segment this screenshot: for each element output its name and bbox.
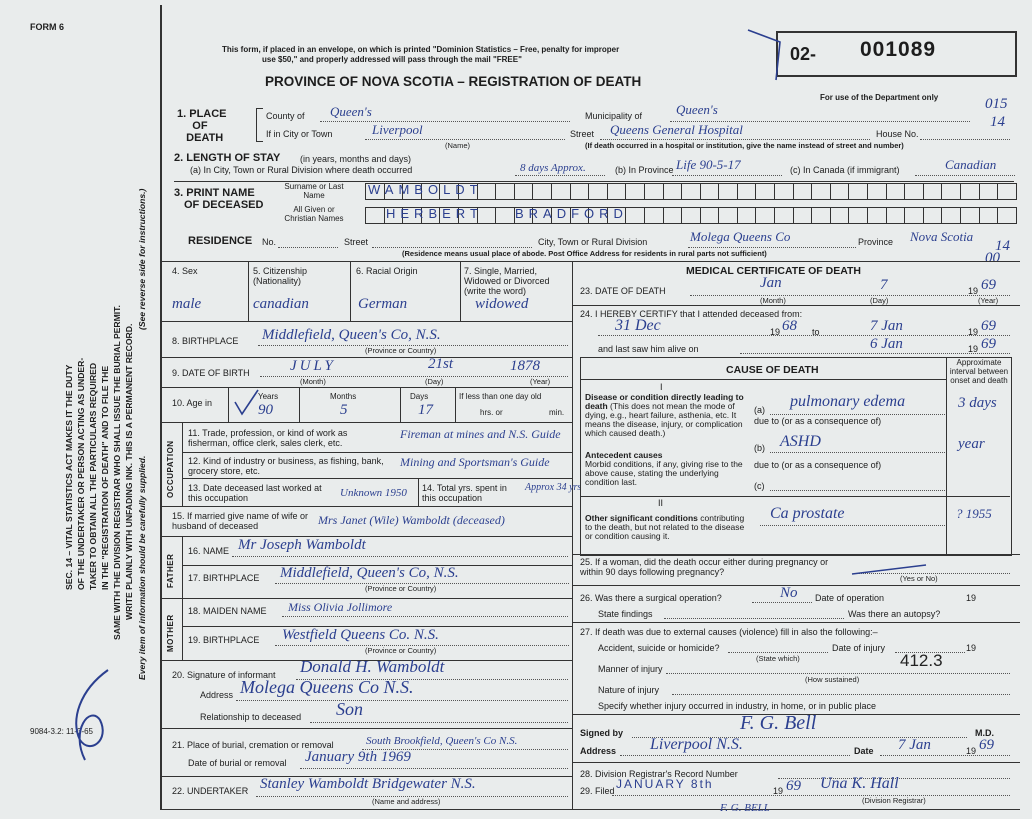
margin-initial-mark: [60, 660, 140, 770]
q26-line: [752, 602, 812, 603]
physician-address-label: Address: [580, 746, 617, 756]
signed-by-label: Signed by: [580, 728, 624, 738]
q19-caption: (Province or Country): [365, 646, 437, 655]
sex-value: male: [172, 296, 202, 312]
attend-from-year: 68: [782, 318, 797, 334]
dob-month: JULY: [290, 358, 336, 374]
q14-label: 14. Total yrs. spent in this occupation: [422, 483, 507, 503]
attend-from-day: 31 Dec: [615, 317, 661, 334]
last-saw-century: 19: [968, 344, 979, 354]
informant-address-line: [236, 700, 568, 701]
registration-prefix: 02-: [790, 44, 817, 64]
occupation-side-divider: [182, 422, 183, 506]
row-line-12: [182, 478, 572, 479]
q18-line: [282, 616, 568, 617]
cause-a-label: (a): [754, 405, 765, 415]
q23-label: 23. DATE OF DEATH: [580, 286, 666, 296]
q18-label: 18. MAIDEN NAME: [188, 606, 267, 616]
age-check-mark: [232, 388, 262, 418]
death-month: Jan: [760, 275, 782, 291]
q11-label: 11. Trade, profession, or kind of work as fisherman, office clerk, sales clerk, etc.: [188, 428, 348, 448]
operation-date-century: 19: [966, 593, 977, 603]
cause-a-value: pulmonary edema: [790, 393, 906, 410]
county-value: Queen's: [330, 104, 372, 119]
dob-year-caption: (Year): [530, 377, 551, 386]
surname-value: WAMBOLDT: [368, 182, 483, 197]
print-name-label-1: 3. PRINT NAME: [174, 187, 255, 199]
given-label: All Given or Christian Names: [284, 205, 344, 223]
interval-other-value: ? 1955: [956, 506, 992, 521]
cause-c-line: [770, 490, 945, 491]
row-line-7: [160, 321, 572, 322]
undertaker-value: Stanley Wamboldt Bridgewater N.S.: [260, 776, 476, 792]
form-left-border: [160, 5, 162, 810]
col-divider-2: [350, 261, 351, 321]
house-line: [920, 139, 1010, 140]
q17-label: 17. BIRTHPLACE: [188, 573, 260, 583]
relationship-label: Relationship to deceased: [200, 712, 302, 722]
accident-line: [728, 652, 828, 653]
occupation-side-label: OCCUPATION: [166, 440, 175, 498]
marital-value: widowed: [475, 296, 529, 312]
burial-place: South Brookfield, Queen's Co N.S.: [366, 735, 518, 747]
accident-label: Accident, suicide or homicide?: [598, 643, 720, 653]
relationship-value: Son: [336, 699, 363, 719]
undertaker-caption: (Name and address): [372, 797, 441, 806]
street-label: Street: [570, 129, 595, 139]
q13-label: 13. Date deceased last worked at this occupation: [188, 483, 322, 503]
q16-label: 16. NAME: [188, 546, 230, 556]
residence-division-value: Molega Queens Co: [690, 229, 791, 244]
other-line: [760, 525, 945, 526]
q18-answer: Miss Olivia Jollimore: [288, 600, 393, 614]
house-label: House No.: [876, 129, 919, 139]
direct-cause-explanation: (This does not mean the mode of dying, e.g., heart failure, asthenia, etc. It means the disease, injury, or complication which caused death.): [585, 401, 743, 438]
row-line-signed: [572, 762, 1020, 763]
stay-b-label: (b) In Province: [615, 165, 674, 175]
min-label: min.: [549, 408, 565, 417]
less-than-day-label: If less than one day old: [459, 392, 542, 401]
death-day-caption: (Day): [870, 296, 889, 305]
residence-no-line: [278, 247, 338, 248]
stay-a-value: 8 days Approx.: [520, 162, 586, 174]
department-code-1: 015: [985, 96, 1008, 112]
direct-cause-heading: Disease or condition directly leading to death: [585, 392, 744, 411]
q16-line: [232, 556, 568, 557]
print-code: 9084-3.2: 11-3-65: [30, 727, 94, 736]
dob-year: 1878: [510, 358, 540, 374]
q26-label: 26. Was there a surgical operation?: [580, 593, 722, 603]
dob-day: 21st: [428, 356, 454, 372]
residence-division-label: City, Town or Rural Division: [538, 237, 648, 247]
filed-year: 69: [786, 778, 801, 794]
q16-answer: Mr Joseph Wamboldt: [238, 537, 366, 553]
residence-no-label: No.: [262, 237, 277, 247]
residence-province-value: Nova Scotia: [910, 229, 974, 244]
death-year-caption: (Year): [978, 296, 999, 305]
other-conditions-value: Ca prostate: [770, 505, 845, 522]
findings-line: [664, 618, 844, 619]
page-title: PROVINCE OF NOVA SCOTIA – REGISTRATION OF DEATH: [265, 74, 642, 89]
registration-number: 001089: [860, 38, 937, 61]
registrar-signature: Una K. Hall: [820, 775, 899, 792]
interval-label: Approximate interval between onset and death: [949, 358, 1009, 385]
q22-label: 22. UNDERTAKER: [172, 786, 249, 796]
attend-from-century: 19: [770, 327, 781, 337]
physician-date-year: 69: [979, 737, 994, 753]
yes-no-caption: (Yes or No): [900, 574, 938, 583]
antecedent-label: [585, 451, 750, 487]
direct-cause-label: [585, 393, 745, 438]
physician-date-label: Date: [854, 746, 874, 756]
dob-day-caption: (Day): [425, 377, 444, 386]
side-instruction-4: IN THE "REGISTRATION OF DEATH" AND TO FILE THE: [100, 365, 110, 590]
q20-label: 20. Signature of informant: [172, 670, 276, 680]
father-side-divider: [182, 536, 183, 598]
other-conditions-explanation: contributing to the death, but not related to the disease or condition causing it.: [585, 513, 745, 541]
center-divider: [572, 261, 573, 810]
due-to-2: due to (or as a consequence of): [754, 460, 882, 470]
q14-answer: Approx 34 yrs: [525, 482, 582, 493]
manner-label: Manner of injury: [598, 664, 663, 674]
stay-c-label: (c) In Canada (if immigrant): [790, 165, 900, 175]
row-line-23: [572, 305, 1020, 306]
age-days-label: Days: [410, 392, 429, 401]
cause-title: CAUSE OF DEATH: [726, 364, 819, 376]
q29-line: [612, 795, 1010, 796]
stay-b-value: Life 90-5-17: [676, 157, 741, 172]
interval-a-value: 3 days: [958, 395, 997, 411]
operation-value: No: [780, 585, 798, 601]
attend-to-century: 19: [968, 327, 979, 337]
city-line: [365, 139, 565, 140]
row-line-14: [160, 506, 572, 507]
death-day: 7: [880, 277, 888, 293]
age-months-label: Months: [330, 392, 357, 401]
stay-b-line: [672, 175, 782, 176]
findings-label: State findings: [598, 609, 653, 619]
attend-to-label: to: [812, 327, 820, 337]
q17-answer: Middlefield, Queen's Co, N.S.: [280, 565, 459, 581]
age-divider-days: [400, 388, 401, 422]
q12-answer: Mining and Sportsman's Guide: [400, 455, 550, 469]
department-code-2: 14: [990, 114, 1005, 130]
q29-label: 29. Filed: [580, 786, 615, 796]
physician-date-line: [880, 755, 1010, 756]
side-instruction-6: WRITE PLAINLY WITH UNFADING INK. THIS IS A PERMANENT RECORD.: [124, 323, 134, 620]
age-days-value: 17: [418, 402, 433, 418]
antecedent-explanation: Morbid conditions, if any, giving rise to the above cause, stating the underlying condition last.: [585, 459, 743, 487]
filed-date: JANUARY 8th: [616, 777, 714, 791]
place-brace: [256, 108, 263, 142]
surname-label: Surname or Last Name: [284, 182, 344, 200]
place-note: (If death occurred in a hospital or institution, give the name instead of street and number): [585, 141, 904, 150]
birthplace-caption: (Province or Country): [365, 346, 437, 355]
other-conditions-label: [585, 514, 750, 541]
other-conditions-heading: Other significant conditions: [585, 513, 698, 523]
given-name-2: BRADFORD: [515, 206, 628, 221]
last-saw-value: 6 Jan: [870, 336, 903, 352]
operation-date-label: Date of operation: [815, 593, 885, 603]
dob-month-caption: (Month): [300, 377, 326, 386]
racial-label: 6. Racial Origin: [356, 266, 418, 276]
residence-note: (Residence means usual place of abode. Post Office Address for residents in rural parts not sufficient): [402, 249, 767, 258]
header-pen-mark: [740, 22, 800, 82]
attend-to-year: 69: [981, 318, 996, 334]
death-year: 69: [981, 277, 996, 293]
cause-b-line: [770, 452, 945, 453]
interval-b-value: year: [958, 436, 985, 452]
filed-century: 19: [773, 786, 784, 796]
q17-caption: (Province or Country): [365, 584, 437, 593]
cause-b-value: ASHD: [780, 433, 821, 450]
q27-label: 27. If death was due to external causes (violence) fill in also the following:–: [580, 627, 878, 637]
relationship-line: [310, 722, 568, 723]
row-line-20: [160, 728, 572, 729]
citizenship-label: 5. Citizenship (Nationality): [253, 266, 308, 286]
bottom-border: [160, 809, 1020, 810]
county-label: County of: [266, 111, 305, 121]
q23-line: [690, 295, 1010, 296]
registrar-caption: (Division Registrar): [862, 796, 926, 805]
manner-line: [666, 673, 1010, 674]
dept-stamp-value: 412.3: [900, 651, 943, 670]
row-line-10: [160, 422, 572, 423]
row-line-15: [160, 536, 572, 537]
side-instruction-3: TAKER TO OBTAIN ALL THE PARTICULARS REQUIRED: [88, 362, 98, 590]
citizenship-value: canadian: [253, 296, 309, 312]
row-line-9: [160, 387, 572, 388]
birthplace-value: Middlefield, Queen's Co, N.S.: [262, 327, 441, 343]
municipality-value: Queen's: [676, 102, 718, 117]
autopsy-label: Was there an autopsy?: [848, 609, 941, 619]
stay-c-line: [915, 175, 1015, 176]
residence-division-line: [688, 247, 856, 248]
stay-c-value: Canadian: [945, 157, 997, 172]
row-line-26: [572, 622, 1020, 623]
q25-label: 25. If a woman, did the death occur either during pregnancy or within 90 days following pregnancy?: [580, 557, 829, 577]
residence-street-label: Street: [344, 237, 369, 247]
q24-label: 24. I HEREBY CERTIFY that I attended deceased from:: [580, 309, 803, 319]
side-instruction-7: (See reverse side for instructions.): [137, 188, 147, 330]
q11-answer: Fireman at mines and N.S. Guide: [400, 427, 561, 441]
stay-a-label: (a) In City, Town or Rural Division where death occurred: [190, 165, 413, 175]
due-to-1: due to (or as a consequence of): [754, 416, 882, 426]
q13-answer: Unknown 1950: [340, 487, 407, 499]
city-name-caption: (Name): [445, 141, 471, 150]
given-name-1: HERBERT: [386, 206, 483, 221]
md-label: M.D.: [975, 728, 994, 738]
physician-date: 7 Jan: [898, 737, 931, 753]
q25-pen-stroke: [850, 562, 930, 578]
age-years-label: Years: [258, 392, 279, 401]
city-value: Liverpool: [372, 122, 423, 137]
last-saw-label: and last saw him alive on: [598, 344, 699, 354]
roman-1: I: [660, 382, 663, 392]
q14-divider: [418, 478, 419, 506]
informant-signature: Donald H. Wamboldt: [300, 657, 445, 676]
dob-label: 9. DATE OF BIRTH: [172, 368, 250, 378]
side-instruction-8: Every item of information should be carefully supplied.: [137, 455, 147, 680]
col-divider-3: [460, 261, 461, 321]
mail-notice-2: use $50," and properly addressed will pass through the mail "FREE": [262, 55, 522, 64]
street-line: [600, 139, 870, 140]
residence-province-label: Province: [858, 237, 894, 247]
nature-label: Nature of injury: [598, 685, 660, 695]
antecedent-heading: Antecedent causes: [585, 450, 663, 460]
racial-value: German: [358, 296, 408, 312]
burial-date-line: [300, 768, 568, 769]
street-value: Queens General Hospital: [610, 122, 743, 137]
nature-line: [672, 694, 1010, 695]
city-label: If in City or Town: [266, 129, 333, 139]
death-century: 19: [968, 286, 979, 296]
age-months-value: 5: [340, 402, 348, 418]
residence-street-line: [372, 247, 532, 248]
department-code-3: 00: [985, 250, 1000, 266]
burial-date-label: Date of burial or removal: [188, 758, 287, 768]
attend-to-day: 7 Jan: [870, 318, 903, 334]
county-line: [320, 121, 570, 122]
q28-label: 28. Division Registrar's Record Number: [580, 769, 738, 779]
specify-label: Specify whether injury occurred in industry, in home, or in public place: [598, 701, 876, 711]
state-which-caption: (State which): [756, 654, 800, 663]
cause-c-label: (c): [754, 481, 765, 491]
interval-divider: [946, 357, 947, 554]
mother-side-label: MOTHER: [166, 614, 175, 652]
birthplace-label: 8. BIRTHPLACE: [172, 336, 239, 346]
cause-a-line: [770, 414, 945, 415]
row-line-11: [182, 452, 572, 453]
side-instruction-1: SEC. 14 – VITAL STATISTICS ACT MAKES IT THE DUTY: [64, 364, 74, 590]
age-label: 10. Age in: [172, 398, 213, 408]
side-instruction-2: OF THE UNDERTAKER OR PERSON ACTING AS UNDER-: [76, 357, 86, 590]
q15-label: 15. If married give name of wife or husband of deceased: [172, 511, 309, 531]
father-side-label: FATHER: [166, 553, 175, 588]
col-divider-1: [248, 261, 249, 321]
cause-header-line: [580, 379, 946, 380]
cause-section-divider: [580, 496, 1010, 497]
burial-date: January 9th 1969: [305, 749, 411, 765]
informant-address-label: Address: [200, 690, 234, 700]
residence-bottom-line: [160, 261, 1020, 262]
form-label: FORM 6: [30, 22, 65, 32]
physician-signature: F. G. Bell: [740, 712, 817, 734]
cause-b-label: (b): [754, 443, 765, 453]
age-divider-hours: [455, 388, 456, 422]
roman-2: II: [658, 498, 664, 508]
physician-date-century: 19: [966, 746, 977, 756]
attend-from-line: [598, 335, 1010, 336]
physician-address: Liverpool N.S.: [650, 736, 743, 753]
print-name-label-2: OF DECEASED: [184, 199, 264, 211]
side-instruction-5: SAME WITH THE DIVISION REGISTRAR WHO SHALL ISSUE THE BURIAL PERMIT.: [112, 305, 122, 640]
q19-label: 19. BIRTHPLACE: [188, 635, 260, 645]
hours-label: hrs. or: [480, 408, 503, 417]
department-code-4: 14: [995, 238, 1010, 254]
row-line-cause: [572, 554, 1020, 555]
physician-address-line: [620, 755, 850, 756]
mail-notice-1: This form, if placed in an envelope, on which is printed "Dominion Statistics – Free, penalty for improper: [222, 45, 620, 54]
injury-date-label: Date of injury: [832, 643, 886, 653]
death-month-caption: (Month): [760, 296, 786, 305]
medical-title: MEDICAL CERTIFICATE OF DEATH: [686, 265, 861, 277]
q21-label: 21. Place of burial, cremation or removal: [172, 740, 334, 750]
how-sustained-caption: (How sustained): [805, 675, 860, 684]
sex-label: 4. Sex: [172, 266, 198, 276]
q15-answer: Mrs Janet (Wile) Wamboldt (deceased): [318, 513, 505, 527]
last-saw-year: 69: [981, 336, 996, 352]
stay-label: 2. LENGTH OF STAY: [174, 152, 281, 164]
age-years-value: 90: [258, 402, 273, 418]
residence-label: RESIDENCE: [188, 235, 253, 247]
stay-sub: (in years, months and days): [300, 154, 412, 164]
bottom-handwritten-note: F. G. BELL: [720, 802, 770, 814]
place-label-1: 1. PLACE OF DEATH: [177, 108, 227, 144]
injury-date-century: 19: [966, 643, 977, 653]
department-use-label: For use of the Department only: [820, 93, 939, 102]
q12-label: 12. Kind of industry or business, as fishing, bank, grocery store, etc.: [188, 456, 384, 476]
marital-label: 7. Single, Married, Widowed or Divorced (write the word): [464, 266, 550, 296]
q19-answer: Westfield Queens Co. N.S.: [282, 627, 439, 643]
mother-side-divider: [182, 598, 183, 660]
informant-address: Molega Queens Co N.S.: [240, 677, 414, 697]
municipality-label: Municipality of: [585, 111, 643, 121]
